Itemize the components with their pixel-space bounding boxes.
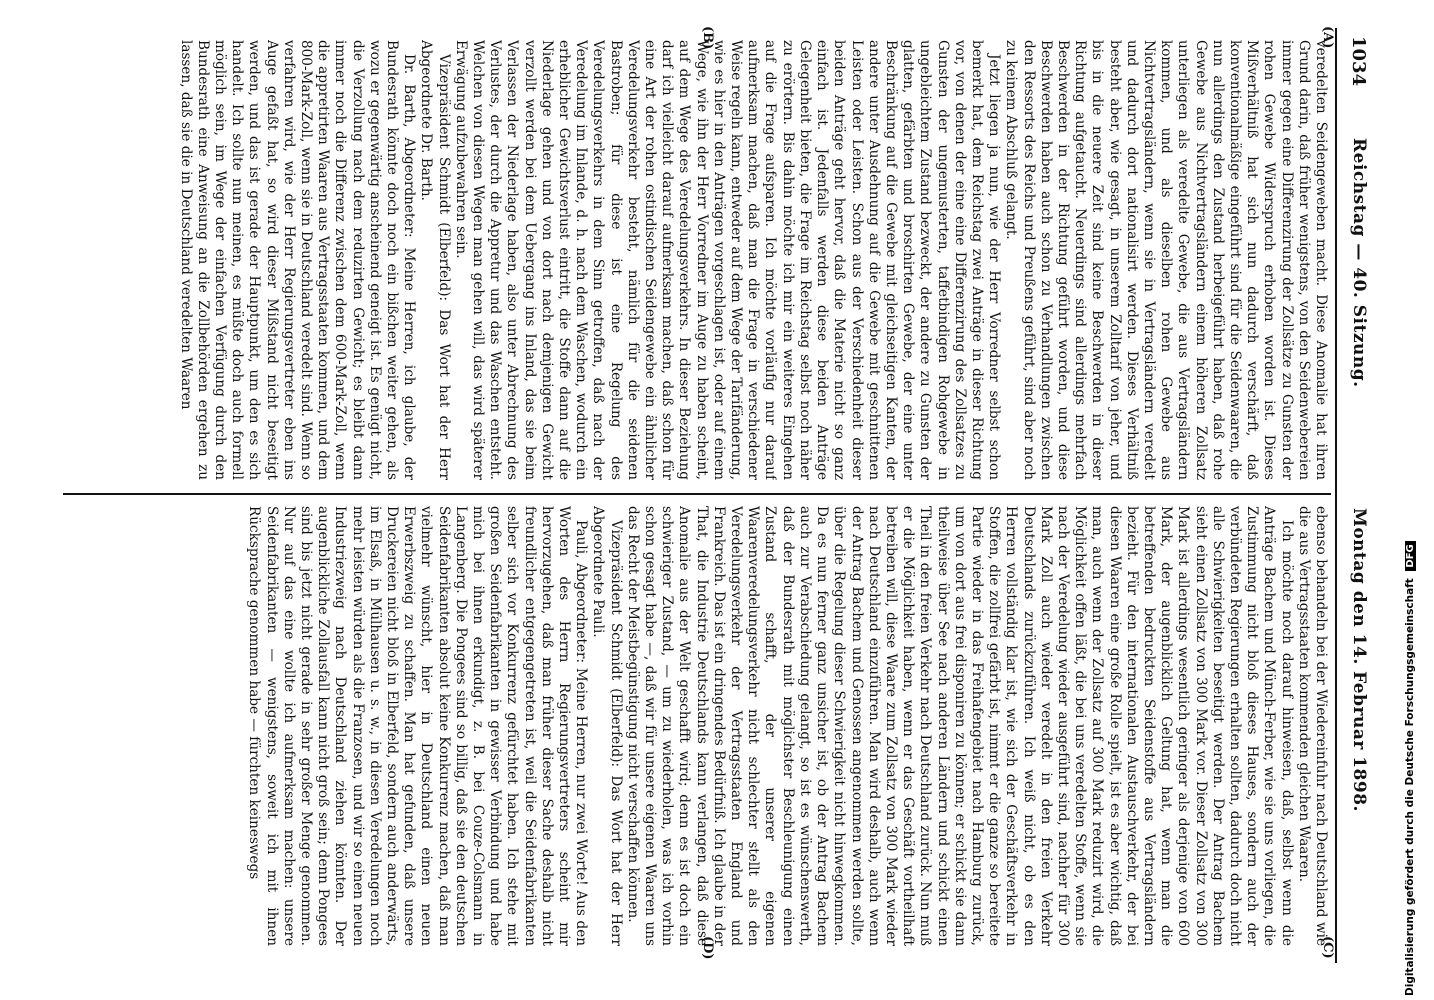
page-title: Reichstag — 40. Sitzung. <box>1349 138 1369 388</box>
right-paragraph-4: Pauli, Abgeordneter: Meine Herren, nur zwei Worte! Aus den Worten des Herrn Regierungsvertreters scheint mir hervorzugehen, daß man früher dieser Sache deshalb nicht freundlicher entgegengetreten ist, weil die Seidenfabrikanten selber sich vor Konkurrenz gefürchtet haben. Ich stehe mit großen Seidenfabrikanten in gewisser Verbindung und habe mich bei ihnen erkundigt, z. B. bei Couze-Colsmann in Langenberg. Die Pongees sind so billig, daß sie den deutschen Seidenfabrikanten absolut keine Konkurrenz machen, daß man vielmehr wünscht, hier in Deutschland einen neuen Erwerbszweig zu schaffen. Man hat gefunden, daß unsere Druckereien nicht bloß in Elberfeld, sondern auch anderwärts, im Elsaß, in Mülhausen u. s. w., in diesen Veredelungen noch mehr leisten würden als die Franzosen, und wir so einen neuen Industriezweig nach Deutschland ziehen könnten. Der augenblickliche Zollausfall kann nicht groß sein; denn Pongees sind bis jetzt nicht gerade in sehr großer Menge genommen. Nur auf das eine wollte ich aufmerksam machen: unsere Seidenfabrikanten — wenigstens, soweit ich mit ihnen Rücksprache genommen habe — fürchten keineswegs <box>246 506 590 946</box>
header-rule <box>1335 28 1337 963</box>
margin-marker-a: (A) <box>1320 26 1335 49</box>
dfg-logo: DFG <box>1405 541 1416 570</box>
margin-marker-d: (D) <box>700 936 715 960</box>
page-header <box>1339 28 1375 963</box>
left-paragraph-4: Dr. Barth, Abgeordneter: Meine Herren, ich glaube, der Bundesrath könnte doch noch ein bißchen weiter gehen, als wozu er gegenwärtig anscheinend geneigt ist. Es genügt nicht, die Verzollung nach dem reduzirten Gewicht; es bleibt dann immer noch die Differenz zwischen dem 600-Mark-Zoll, wenn die appretirten Waaren aus Vertragsstaaten kommen, und dem 800-Mark-Zoll, wenn sie in Deutschland veredelt sind. Wenn so verfahren wird, wie der Herr Regierungsvertreter eben ins Auge gefaßt hat, so wird dieser Mißstand nicht beseitigt werden, und das ist gerade der Hauptpunkt, um den es sich handelt. Ich sollte nun meinen, es müßte doch auch formell möglich sein, im Wege der einfachen Verfügung durch den Bundesrath eine Anweisung an die Zollbehörden ergehen zu lassen, daß sie die in Deutschland veredelten Waaren <box>177 40 418 480</box>
right-paragraph-3: Vizepräsident Schmidt (Elberfeld): Das Wort hat der Herr Abgeordnete Pauli. <box>590 506 624 946</box>
column-divider <box>63 493 1331 495</box>
session-date: Montag den 14. Februar 1898. <box>1349 508 1369 812</box>
right-paragraph-2: Ich möchte noch darauf hinweisen, daß, selbst wenn die Anträge Bachem und Münch-Ferber, wie sie uns vorliegen, die Zustimmung nicht bloß dieses Hauses, sondern auch der verbündeten Regierungen erhalten sollten, dadurch doch nicht alle Schwierigkeiten beseitigt werden. Der Antrag Bachem sieht einen Zollsatz von 300 Mark vor. Dieser Zollsatz von 300 Mark ist allerdings wesentlich geringer als derjenige von 600 Mark, der augenblicklich Geltung hat, wenn man die betreffenden bedruckten Seidenstoffe aus Vertragsländern bezieht. Für den internationalen Austauschverkehr, der bei diesen Waaren eine große Rolle spielt, ist es aber wichtig, daß man, auch wenn der Zollsatz auf 300 Mark reduzirt wird, die Möglichkeit offen läßt, die bei uns veredelten Stoffe, wenn sie nach der Veredelung wieder ausgeführt sind, nachher für 300 Mark Zoll auch wieder veredelt in den freien Verkehr Deutschlands zurückzuführen. Ich weiß nicht, ob es den Herren vollständig klar ist, wie sich der Geschäftsverkehr in Stoffen, die zollfrei gefärbt ist, nimmt er die ganze so bereitete Partie wieder in das Freihafengebiet nach Hamburg zurück, um von dort aus frei disponiren zu können; er schickt sie dann theilweise über See nach anderen Ländern und schickt einen Theil in den freien Verkehr nach Deutschland zurück. Nun muß er die Möglichkeit haben, wenn er das Geschäft vortheilhaft betreiben will, diese Waare zum Zollsatz von 300 Mark wieder nach Deutschland einzuführen. Man wird deshalb, auch wenn der Antrag Bachem und Genossen angenommen werden sollte, über die Regelung dieser Schwierigkeit nicht hinwegkommen. Da es nun ferner ganz unsicher ist, ob der Antrag Bachem auch zur Verabschiedung gelangt, so ist es wünschenswerth, daß der Bundesrath mit möglichster Beschleunigung einen Zustand schafft, der unserer eigenen Waarenveredelungsverkehr nicht schlechter stellt als den Veredelungsverkehr der Vertragsstaaten England und Frankreich. Das ist ein dringendes Bedürfniß. Ich glaube in der That, die Industrie Deutschlands kann verlangen, daß diese Anomalie aus der Welt geschafft wird; denn es ist doch ein schwieriger Zustand, — um zu wiederholen, was ich vorhin schon gesagt habe —, daß wir für unsere eigenen Waaren uns das Recht der Meistbegünstigung nicht verschaffen können. <box>624 506 1295 946</box>
right-paragraph-1: ebenso behandeln bei der Wiedereinfuhr nach Deutschland wie die aus Vertragsstaaten kommenden gleichen Waaren. <box>1295 506 1329 946</box>
page-number: 1034 <box>1348 36 1369 87</box>
left-column <box>69 40 1329 480</box>
rotated-page <box>60 28 1375 963</box>
left-paragraph-2: Jetzt liegen ja nun, wie der Herr Vorredner selbst schon bemerkt hat, dem Reichstag zwei Anträge in dieser Richtung vor, von denen der eine eine Differenzirung des Zollsatzes zu Gunsten der ungemusterten, taffetbindigen Rohgewebe in ungebleichtem Zustand bezweckt, der andere zu Gunsten der glatten, gefärbten und broschirten Gewebe, der eine unter Beschränkung auf die Gewebe mit gleichseitigen Kanten, der andere unter Ausdehnung auf die Gewebe mit geschnittenen Leisten oder Leisten. Schon aus der Verschiedenheit dieser beiden Anträge geht hervor, daß die Materie nicht so ganz einfach ist. Jedenfalls werden diese beiden Anträge Gelegenheit bieten, die Frage im Reichstag selbst noch näher zu erörtern. Bis dahin möchte ich mir ein weiteres Eingehen auf die Frage aufsparen. Ich möchte vorläufig nur darauf aufmerksam machen, daß man die Frage in verschiedener Weise regeln kann, entweder auf dem Wege der Tarifänderung, wie es hier in den Anträgen vorgeschlagen ist, oder auf einem Wege, wie ihn der Herr Vorredner im Auge zu haben scheint, auf dem Wege des Veredelungsverkehrs. In dieser Beziehung darf ich vielleicht darauf aufmerksam machen, daß schon für eine Art der rohen ostindischen Seidengewebe ein ähnlicher Veredelungsverkehr besteht, nämlich für die seidenen Bastroben; für diese ist eine Regelung des Veredelungsverkehrs in dem Sinn getroffen, daß nach der Veredelung im Inlande, d. h. nach dem Waschen, wodurch ein erheblicher Gewichtsverlust eintritt, die Stoffe dann auf die Niederlage gehen und von dort nach demjenigen Gewicht verzollt werden bei dem Uebergang ins Inland, das sie beim Verlassen der Niederlage haben, also unter Abrechnung des Verlustes, der durch die Appretur und das Waschen entsteht. Welchen von diesen Wegen man gehen will, das wird späterer Erwägung aufzubewahren sein. <box>452 40 1003 480</box>
right-column <box>69 506 1329 946</box>
left-paragraph-1: veredelten Seidengeweben macht. Diese Anomalie hat ihren Grund darin, daß früher wenigstens, von den Seidenwebereien immer gegen eine Differenzirung der Zollsätze zu Gunsten der rohen Gewebe Widerspruch erhoben worden ist. Dieses Mißverhältniß hat sich nun dadurch verschärft, daß konventionalmäßige eingeführt sind für die Seidenwaaren, die nun allerdings den Zustand herbeigeführt haben, daß rohe Gewebe aus Nichtvertragsländern einem höheren Zollsatz unterliegen als veredelte Gewebe, die aus Vertragsländern kommen, und als dieselben rohen Gewebe aus Nichtvertragsländern, wenn sie in Vertragsländern veredelt und dadurch dort nationalisirt werden. Dieses Verhältniß besteht aber, wie gesagt, in unserem Zolltarif von jeher, und bis in die neuere Zeit sind keine Beschwerden in dieser Richtung aufgetaucht. Neuerdings sind allerdings mehrfach Beschwerden in der Richtung geführt worden, und diese Beschwerden haben auch schon zu Verhandlungen zwischen den Ressorts des Reichs und Preußens geführt, sind aber noch zu keinem Abschluß gelangt. <box>1003 40 1329 480</box>
margin-marker-c: (C) <box>1320 936 1335 959</box>
margin-marker-b: (B) <box>700 26 715 50</box>
credit-text: Digitalisierung gefördert durch die Deutsche Forschungsgemeinschaft <box>1404 578 1416 996</box>
left-paragraph-3: Vizepräsident Schmidt (Elberfeld): Das Wort hat der Herr Abgeordnete Dr. Barth. <box>418 40 452 480</box>
digitization-credit <box>1404 541 1416 996</box>
